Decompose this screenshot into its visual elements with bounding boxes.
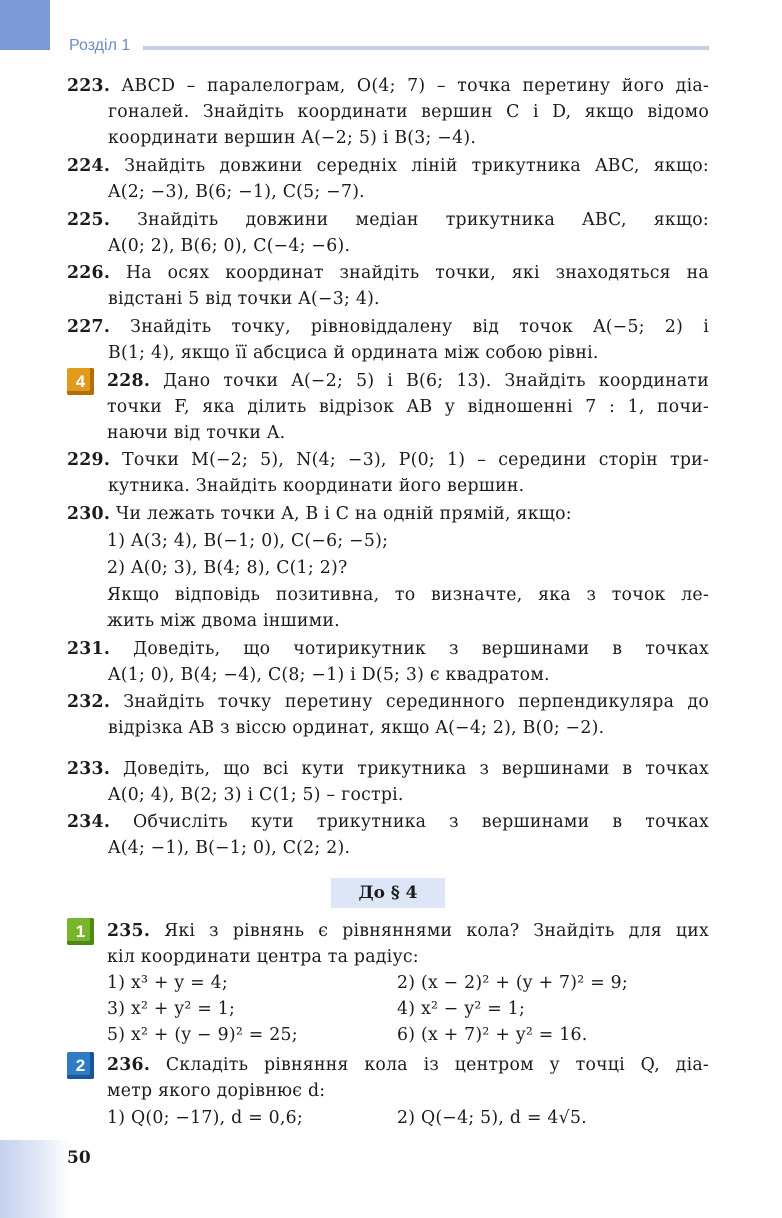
problem-234 — [67, 809, 709, 861]
problem-number: 235. — [107, 921, 151, 941]
section-heading: До § 4 — [331, 878, 445, 908]
problem-number: 223. — [67, 76, 111, 96]
problem-line — [107, 1052, 709, 1078]
level-1-badge-icon: 1 — [67, 918, 94, 945]
problem-224 — [67, 153, 709, 205]
problem-number: 228. — [107, 371, 151, 391]
problem-text: Обчисліть кути трикутника з вершинами в точках — [133, 812, 709, 832]
problem-227 — [67, 314, 709, 366]
chapter-label: Розділ 1 — [69, 37, 131, 54]
problem-line — [67, 207, 709, 233]
page-number: 50 — [67, 1148, 91, 1168]
problem-line — [67, 153, 709, 179]
problem-line — [67, 314, 709, 340]
problem-line: метр якого дорівнює d: — [107, 1081, 326, 1102]
problem-line: відрізка AB з віссю ординат, якщо A(−4; 2), B(0; −2). — [108, 718, 605, 739]
problem-text: Знайдіть довжини медіан трикутника ABC, якщо: — [137, 210, 709, 230]
problem-text: Точки M(−2; 5), N(4; −3), P(0; 1) – середини сторін три- — [122, 450, 709, 470]
problem-text: Доведіть, що чотирикутник з вершинами в точках — [133, 639, 709, 659]
level-4-badge-icon: 4 — [67, 368, 94, 395]
problem-229 — [67, 447, 709, 499]
problem-number: 229. — [67, 450, 111, 470]
problem-text: Доведіть, що всі кути трикутника з вершинами в точках — [122, 759, 709, 779]
problem-number: 231. — [67, 639, 111, 659]
problem-236 — [107, 1052, 709, 1104]
sub-item: 2) A(0; 3), B(4; 8), C(1; 2)? — [107, 558, 348, 578]
problem-line: координати вершин A(−2; 5) і B(3; −4). — [108, 128, 477, 149]
problem-number: 227. — [67, 317, 111, 337]
sub-item: 1) A(3; 4), B(−1; 0), C(−6; −5); — [107, 531, 389, 551]
problem-225 — [67, 207, 709, 259]
problem-number: 234. — [67, 812, 111, 832]
problem-text: Знайдіть точку, рівновіддалену від точок A(−5; 2) і — [130, 317, 709, 337]
problem-line: наючи від точки A. — [107, 423, 286, 444]
problem-number: 224. — [67, 156, 111, 176]
problem-text: Дано точки A(−2; 5) і B(6; 13). Знайдіть координати — [163, 371, 709, 391]
equation-item: 2) (x − 2)² + (y + 7)² = 9; — [397, 973, 628, 993]
level-2-badge-icon: 2 — [67, 1052, 94, 1079]
problem-line — [67, 447, 709, 473]
equation-item: 6) (x + 7)² + y² = 16. — [397, 1025, 588, 1045]
equation-item: 3) x² + y² = 1; — [107, 999, 236, 1019]
problem-230 — [67, 501, 709, 527]
problem-line — [107, 368, 709, 394]
problem-text: Знайдіть точку перетину серединного перпендикуляра до — [123, 692, 709, 712]
problem-line: гоналей. Знайдіть координати вершин C і D, якщо відомо — [108, 102, 709, 123]
problem-line: відстані 5 від точки A(−3; 4). — [108, 289, 380, 310]
problem-line: кіл координати центра та радіус: — [107, 947, 419, 968]
problem-line: кутника. Знайдіть координати його вершин. — [108, 476, 525, 497]
note-line: Якщо відповідь позитивна, то визначте, яка з точок ле- — [107, 585, 709, 605]
problem-line — [67, 73, 709, 99]
problem-233 — [67, 756, 709, 808]
note-line: жить між двома іншими. — [107, 611, 340, 632]
header-rule — [143, 46, 709, 50]
footer-gradient — [0, 1140, 70, 1218]
problem-line — [67, 260, 709, 286]
problem-number: 226. — [67, 263, 111, 283]
problem-232 — [67, 689, 709, 741]
problem-235 — [107, 918, 709, 970]
problem-text: Чи лежать точки A, B і C на одній прямій, якщо: — [115, 504, 572, 524]
problem-226 — [67, 260, 709, 312]
equation-item: 1) Q(0; −17), d = 0,6; — [107, 1108, 303, 1128]
problem-line: A(0; 2), B(6; 0), C(−4; −6). — [108, 236, 351, 257]
problem-line: B(1; 4), якщо її абсциса й ордината між собою рівні. — [108, 343, 599, 364]
problem-number: 233. — [67, 759, 111, 779]
equation-item: 1) x³ + y = 4; — [107, 973, 228, 993]
problem-number: 232. — [67, 692, 111, 712]
problem-line — [107, 918, 709, 944]
problem-text: На осях координат знайдіть точки, які знаходяться на — [125, 263, 709, 283]
problem-231 — [67, 636, 709, 688]
equation-item: 2) Q(−4; 5), d = 4√5. — [397, 1108, 587, 1128]
problem-text: Знайдіть довжини середніх ліній трикутника ABC, якщо: — [124, 156, 709, 176]
problem-line: точки F, яка ділить відрізок AB у відношенні 7 : 1, почи- — [107, 397, 709, 418]
problem-223 — [67, 73, 709, 152]
problem-text: Які з рівнянь є рівняннями кола? Знайдіть для цих — [164, 921, 709, 941]
problem-text: ABCD – паралелограм, O(4; 7) – точка перетину його діа- — [121, 76, 709, 96]
problem-number: 225. — [67, 210, 111, 230]
equation-item: 5) x² + (y − 9)² = 25; — [107, 1025, 298, 1045]
problem-line: A(1; 0), B(4; −4), C(8; −1) і D(5; 3) є квадратом. — [108, 665, 550, 686]
problem-line — [67, 636, 709, 662]
equation-item: 4) x² − y² = 1; — [397, 999, 526, 1019]
problem-line: A(0; 4), B(2; 3) і C(1; 5) – гострі. — [108, 785, 404, 806]
problem-line — [67, 756, 709, 782]
problem-number: 230. — [67, 504, 111, 524]
problem-line: A(2; −3), B(6; −1), C(5; −7). — [108, 182, 365, 203]
problem-line: A(4; −1), B(−1; 0), C(2; 2). — [108, 838, 351, 859]
problem-note — [107, 582, 709, 634]
problem-text: Складіть рівняння кола із центром у точці Q, діа- — [165, 1055, 709, 1075]
problem-number: 236. — [107, 1055, 151, 1075]
corner-tab — [0, 0, 50, 50]
problem-line — [67, 809, 709, 835]
problem-line — [67, 689, 709, 715]
problem-line — [67, 501, 709, 527]
problem-228 — [107, 368, 709, 447]
